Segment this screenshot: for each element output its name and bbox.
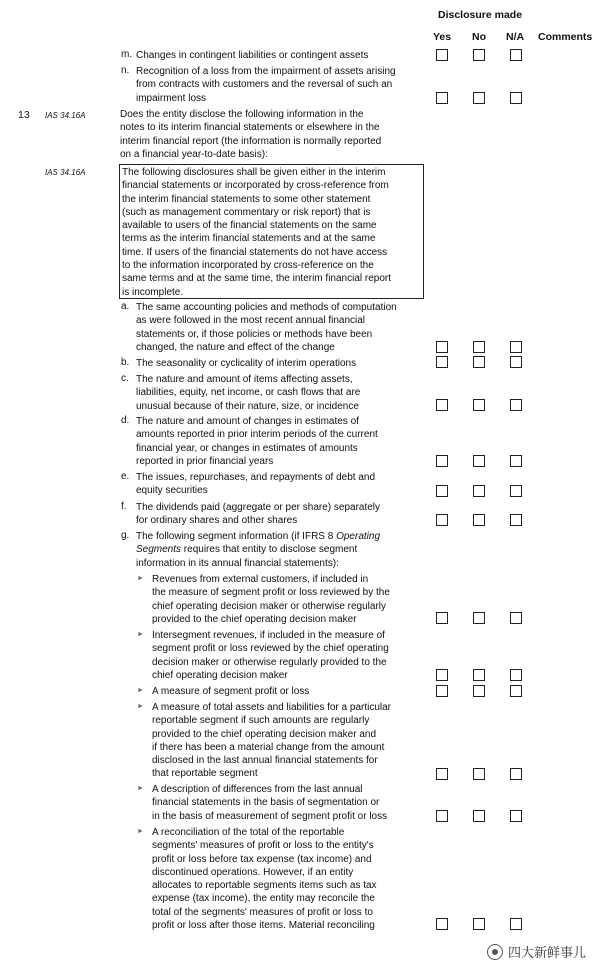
no-checkbox[interactable] [473, 49, 485, 61]
guidance-line: financial statements or incorporated by cross-reference from [122, 180, 389, 192]
item-label: b. [121, 357, 130, 368]
sub-item-line: discontinued operations. However, if an entity [152, 866, 354, 878]
sub-item-line: chief operating decision maker [152, 669, 288, 681]
sub-item-text [152, 629, 389, 682]
yes-checkbox[interactable] [436, 455, 448, 467]
standard-title: Segments [136, 544, 182, 556]
yes-column-header: Yes [433, 31, 452, 43]
sub-item-line: reportable segment if such amounts are regularly [152, 715, 370, 727]
sub-item-line: profit or loss before tax expense (tax income) and [152, 853, 372, 865]
item-line: information in its annual financial statements): [136, 557, 339, 569]
na-checkbox[interactable] [510, 612, 522, 624]
item-line: equity securities [136, 485, 208, 497]
comments-column-header: Comments [538, 31, 593, 43]
item-line: amounts reported in prior interim periods of the current [136, 429, 378, 441]
na-checkbox[interactable] [510, 92, 522, 104]
na-column-header: N/A [506, 31, 525, 43]
item-label: m. [121, 49, 133, 60]
item-line: changed, the nature and effect of the change [136, 341, 335, 353]
arrow-bullet-icon: ► [137, 687, 144, 694]
item-line: statements or, if those policies or methods have been [136, 328, 373, 340]
no-column-header: No [472, 31, 486, 43]
no-checkbox[interactable] [473, 485, 485, 497]
sub-item-line: A measure of segment profit or loss [152, 686, 310, 697]
sub-item-line: financial statements in the basis of segmentation or [152, 797, 380, 809]
yes-checkbox[interactable] [436, 514, 448, 526]
item-text [136, 65, 396, 105]
disclosure-made-header: Disclosure made [438, 9, 523, 21]
sub-item-line: provided to the chief operating decision maker and [152, 728, 377, 740]
sub-item-line: allocates to reportable segments items such as tax [152, 880, 377, 892]
question-line: notes to its interim financial statements or elsewhere in the [120, 122, 380, 134]
item-line: The seasonality or cyclicality of interim operations [136, 358, 357, 369]
item-line: Changes in contingent liabilities or contingent assets [136, 50, 369, 61]
item-line: The dividends paid (aggregate or per share) separately [136, 502, 381, 513]
na-checkbox[interactable] [510, 455, 522, 467]
sub-item-line: A description of differences from the last annual [152, 784, 363, 795]
question-line: interim financial report (the information is normally reported [120, 135, 382, 147]
standard-reference: IAS 34.16A [45, 111, 86, 120]
no-checkbox[interactable] [473, 514, 485, 526]
na-checkbox[interactable] [510, 399, 522, 411]
sub-item-line: total of the segments' measures of profit or loss to [152, 906, 373, 918]
yes-checkbox[interactable] [436, 49, 448, 61]
sub-item-line: decision maker or otherwise regularly provided to the [152, 656, 387, 668]
item-line: The issues, repurchases, and repayments of debt and [136, 472, 376, 483]
arrow-bullet-icon: ► [137, 631, 144, 638]
sub-item-line: Intersegment revenues, if included in the measure of [152, 630, 385, 641]
no-checkbox[interactable] [473, 685, 485, 697]
guidance-line: terms as the interim financial statements and at the same [122, 233, 376, 245]
item-label: e. [121, 471, 130, 482]
no-checkbox[interactable] [473, 341, 485, 353]
box-standard-reference: IAS 34.16A [45, 168, 86, 177]
yes-checkbox[interactable] [436, 669, 448, 681]
sub-item-line: segments' measures of profit or loss to the entity's [152, 840, 374, 852]
yes-checkbox[interactable] [436, 810, 448, 822]
item-line: The nature and amount of changes in estimates of [136, 416, 359, 427]
no-checkbox[interactable] [473, 356, 485, 368]
no-checkbox[interactable] [473, 399, 485, 411]
sub-item-line: segment profit or loss reviewed by the chief operating [152, 643, 389, 655]
sub-item-line: A measure of total assets and liabilities for a particular [152, 702, 392, 713]
sub-item-line: in the basis of measurement of segment profit or loss [152, 810, 388, 822]
na-checkbox[interactable] [510, 768, 522, 780]
yes-checkbox[interactable] [436, 685, 448, 697]
guidance-line: the interim financial statements to some other statement [122, 193, 371, 205]
item-line [136, 543, 380, 556]
watermark-text: 四大新鲜事儿 [507, 945, 586, 960]
sub-item-text [152, 826, 377, 932]
item-line [136, 530, 380, 543]
arrow-bullet-icon: ► [137, 575, 144, 582]
item-number: 13 [18, 109, 30, 121]
item-text [136, 301, 397, 354]
sub-item-line: Revenues from external customers, if included in [152, 574, 369, 585]
no-checkbox[interactable] [473, 669, 485, 681]
sub-item-text [152, 685, 309, 698]
item-label: g. [121, 530, 130, 541]
yes-checkbox[interactable] [436, 485, 448, 497]
sub-item-line: profit or loss after those items. Material reconciling [152, 920, 375, 932]
standard-title: Operating [336, 531, 381, 542]
item-text [136, 415, 378, 468]
item-text [136, 373, 360, 413]
arrow-bullet-icon: ► [137, 703, 144, 710]
sub-item-line: chief operating decision maker or otherwise regularly [152, 600, 387, 612]
na-checkbox[interactable] [510, 514, 522, 526]
item-line: reported in prior financial years [136, 455, 274, 467]
item-line: The nature and amount of items affecting assets, [136, 374, 353, 385]
guidance-line: time. If users of the financial statements do not have access [122, 246, 388, 258]
yes-checkbox[interactable] [436, 341, 448, 353]
item-13-question [120, 108, 381, 161]
yes-checkbox[interactable] [436, 356, 448, 368]
item-line-part: The following segment information (if IFRS 8 [136, 531, 337, 542]
item-text [136, 530, 380, 570]
item-line: impairment loss [136, 92, 207, 104]
na-checkbox[interactable] [510, 918, 522, 930]
arrow-bullet-icon: ► [137, 828, 144, 835]
yes-checkbox[interactable] [436, 768, 448, 780]
sub-item-line: if there has been a material change from the amount [152, 741, 385, 753]
sub-item-text [152, 701, 391, 781]
item-line: liabilities, equity, net income, or cash flows that are [136, 387, 361, 399]
item-line: for ordinary shares and other shares [136, 515, 298, 527]
na-checkbox[interactable] [510, 356, 522, 368]
sub-item-line: A reconciliation of the total of the reportable [152, 827, 345, 838]
no-checkbox[interactable] [473, 810, 485, 822]
guidance-line: is incomplete. [122, 286, 184, 298]
item-text [136, 357, 356, 370]
sub-item-line: the measure of segment profit or loss reviewed by the [152, 587, 390, 599]
no-checkbox[interactable] [473, 455, 485, 467]
item-line: from contracts with customers and the reversal of such an [136, 79, 393, 91]
item-line: financial year, or changes in estimates of amounts [136, 442, 358, 454]
sub-item-line: disclosed in the last annual financial statements for [152, 755, 378, 767]
guidance-line: available to users of the financial statements on the same [122, 220, 377, 232]
item-text [136, 49, 368, 62]
guidance-line: The following disclosures shall be given either in the interim [122, 167, 386, 178]
wechat-icon [487, 944, 503, 960]
question-line: Does the entity disclose the following information in the [120, 109, 364, 120]
item-label: d. [121, 415, 130, 426]
yes-checkbox[interactable] [436, 92, 448, 104]
item-line: as were followed in the most recent annual financial [136, 315, 366, 327]
no-checkbox[interactable] [473, 92, 485, 104]
sub-item-text [152, 573, 390, 626]
arrow-bullet-icon: ► [137, 785, 144, 792]
yes-checkbox[interactable] [436, 918, 448, 930]
item-line: Recognition of a loss from the impairment of assets arising [136, 66, 396, 77]
item-line: unusual because of their nature, size, or incidence [136, 400, 359, 412]
item-label: n. [121, 65, 130, 76]
question-line: on a financial year-to-date basis): [120, 148, 268, 160]
item-text [136, 501, 380, 528]
sub-item-line: expense (tax income), the entity may reconcile the [152, 893, 375, 905]
na-checkbox[interactable] [510, 669, 522, 681]
item-label: a. [121, 301, 130, 312]
item-line-part: requires that entity to disclose segment [181, 544, 358, 556]
guidance-line: (such as management commentary or risk report) that is [122, 206, 371, 218]
sub-item-text [152, 783, 387, 823]
item-line: The same accounting policies and methods of computation [136, 302, 397, 313]
na-checkbox[interactable] [510, 485, 522, 497]
na-checkbox[interactable] [510, 341, 522, 353]
guidance-text [122, 166, 391, 299]
item-text [136, 471, 375, 498]
no-checkbox[interactable] [473, 768, 485, 780]
no-checkbox[interactable] [473, 612, 485, 624]
watermark [487, 942, 586, 961]
yes-checkbox[interactable] [436, 399, 448, 411]
yes-checkbox[interactable] [436, 612, 448, 624]
sub-item-line: provided to the chief operating decision maker [152, 613, 357, 625]
no-checkbox[interactable] [473, 918, 485, 930]
item-label: f. [121, 501, 127, 512]
guidance-line: to the information incorporated by cross-reference on the [122, 260, 374, 272]
sub-item-line: that reportable segment [152, 768, 258, 780]
na-checkbox[interactable] [510, 49, 522, 61]
guidance-line: same terms and at the same time, the interim financial report [122, 273, 392, 285]
na-checkbox[interactable] [510, 685, 522, 697]
item-label: c. [121, 373, 129, 384]
na-checkbox[interactable] [510, 810, 522, 822]
